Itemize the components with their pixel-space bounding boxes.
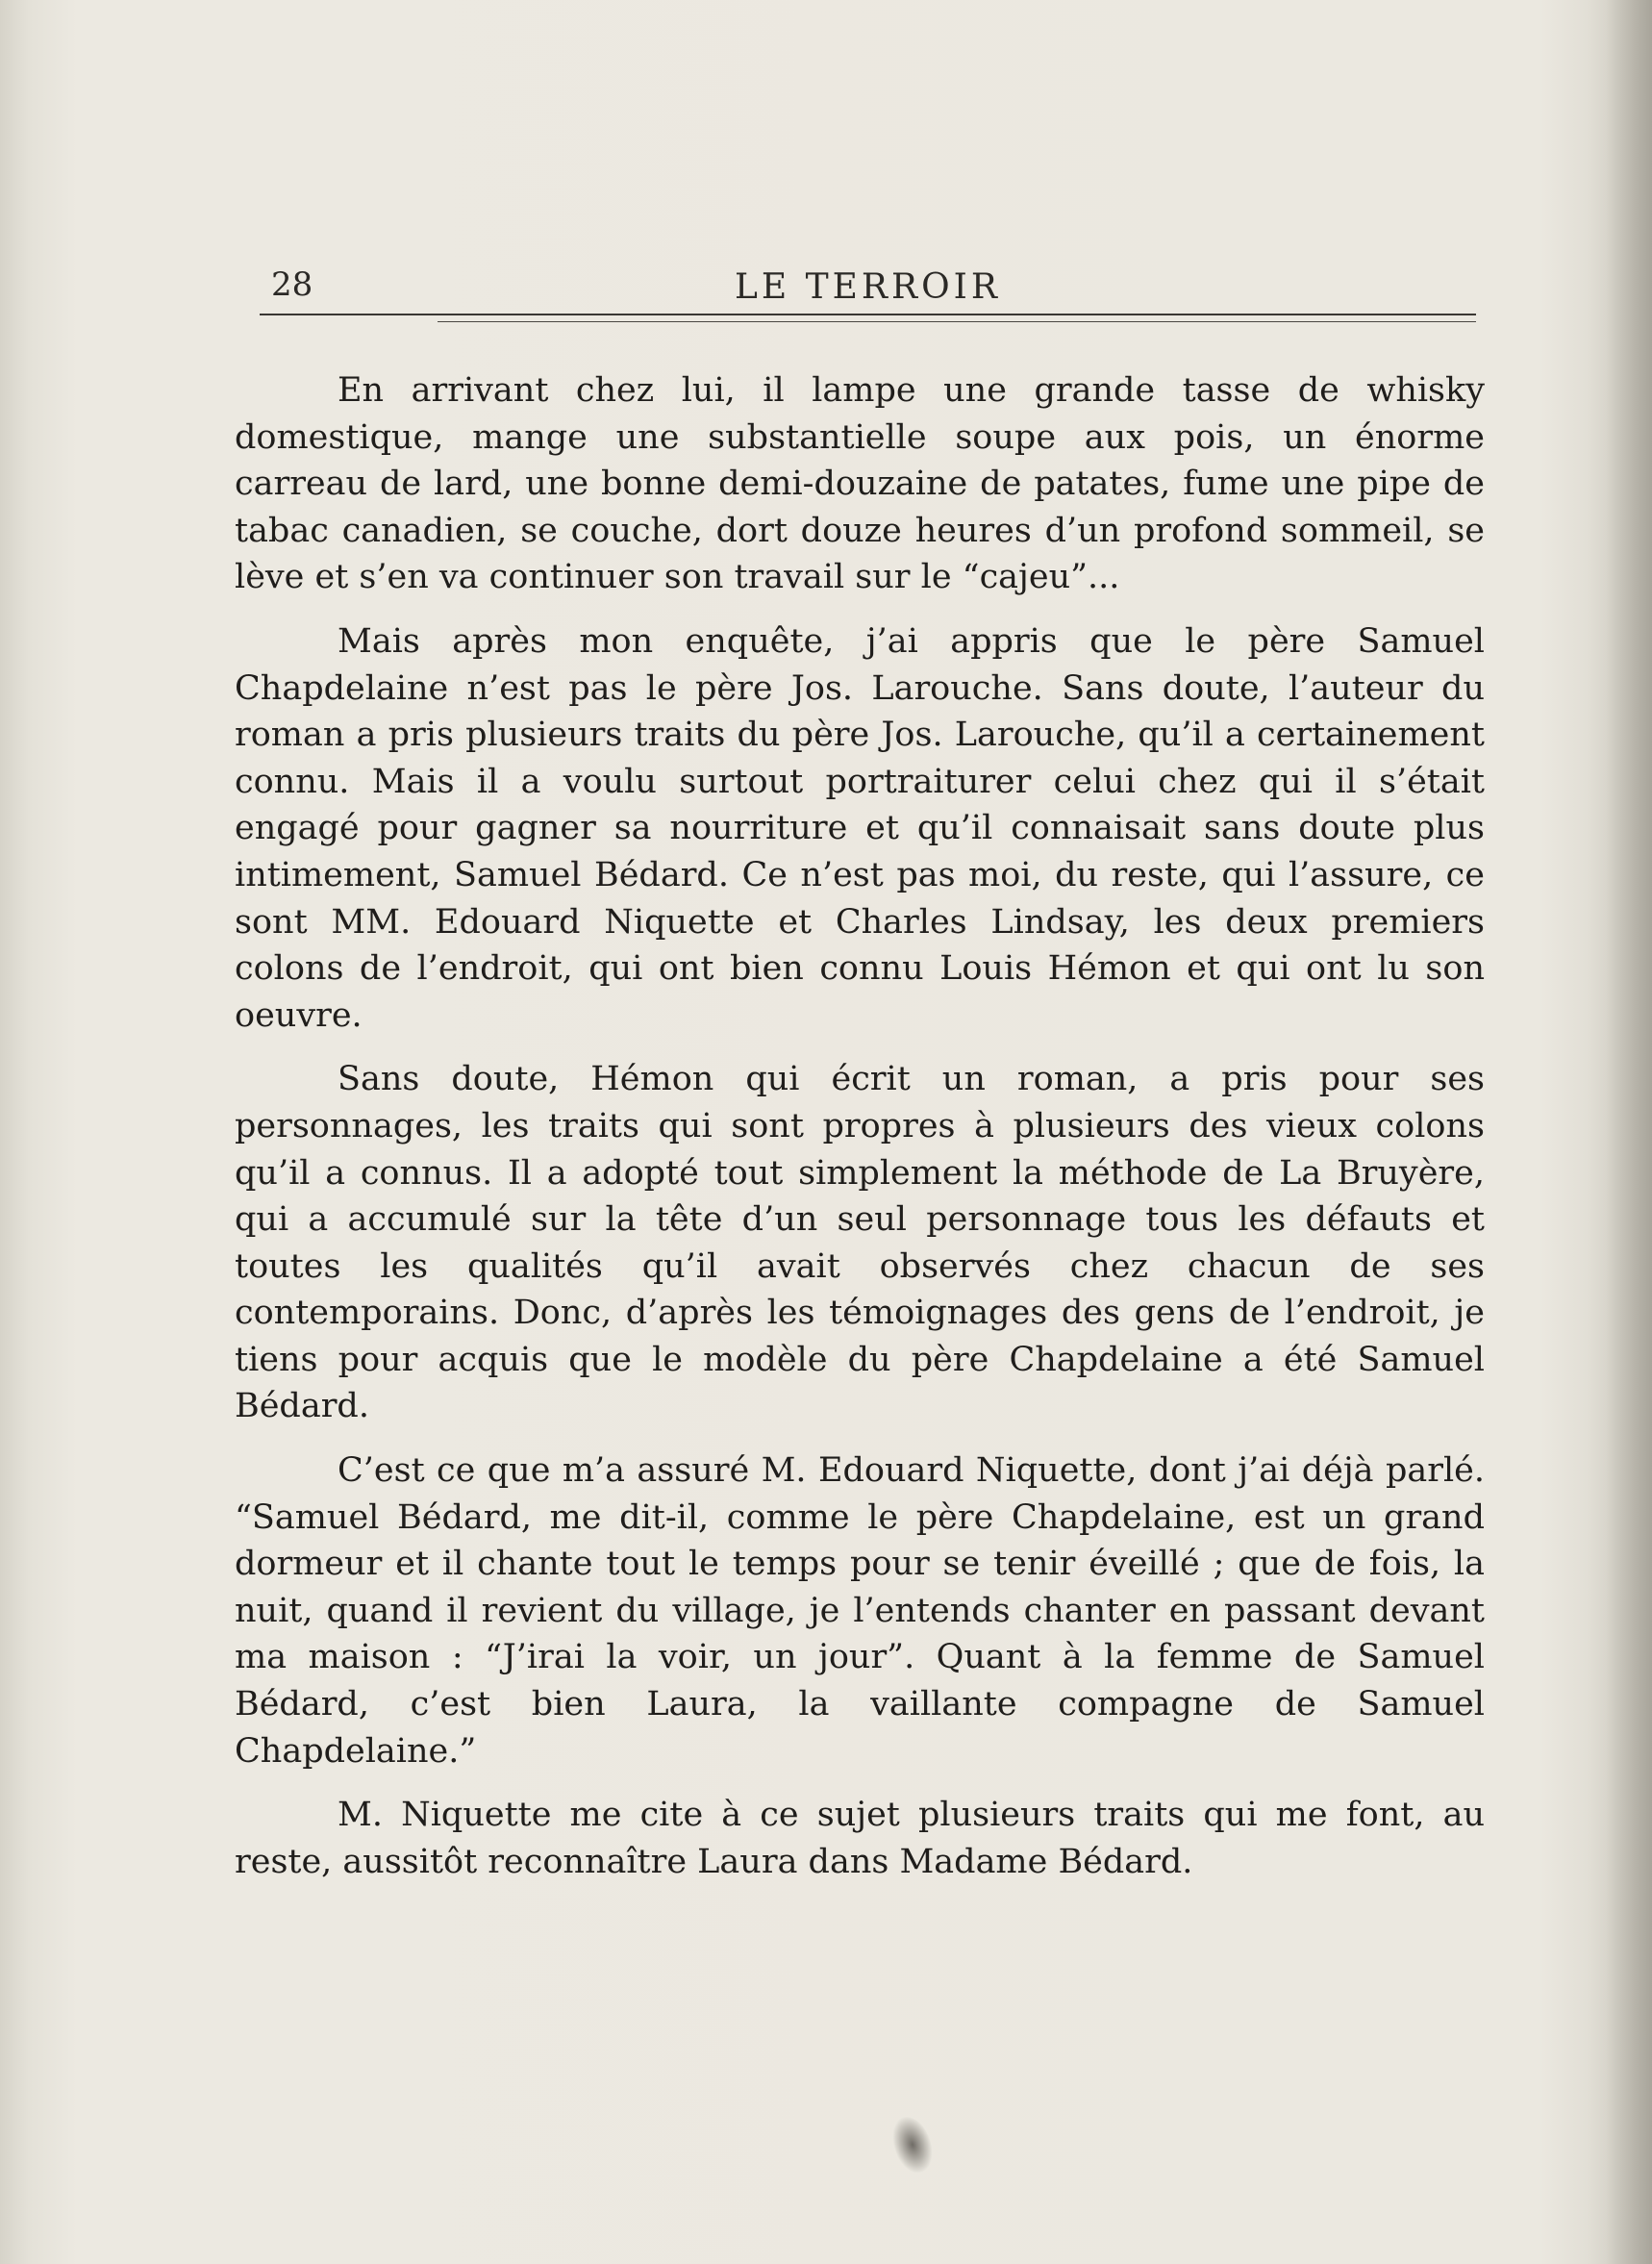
paragraph-2: Mais après mon enquête, j’ai appris que le père Samuel Chapdelaine n’est pas le père Jos. Larouche. Sans doute, l’auteur du roman a pris plusieurs traits du père Jos. Larouche, qu’il a certainement connu. Mais il a voulu surtout portraiturer celui chez qui il s’était engagé pour gagner sa nourriture et qu’il connaisait sans doute plus intimement, Samuel Bédard. Ce n’est pas moi, du reste, qui l’assure, ce sont MM. Edouard Niquette et Charles Lindsay, les deux premiers colons de l’endroit, qui ont bien connu Louis Hémon et qui ont lu son oeuvre. xyxy=(235,621,1485,1035)
paragraph-4: C’est ce que m’a assuré M. Edouard Niquette, dont j’ai déjà parlé. “Samuel Bédard, me dit-il, comme le père Chapdelaine, est un grand dormeur et il chante tout le temps pour se tenir éveillé ; que de fois, la nuit, quand il revient du village, je l’entends chanter en passant devant ma maison : “J’irai la voir, un jour”. Quant à la femme de Samuel Bédard, c’est bien Laura, la vaillante compagne de Samuel Chapdelaine.” xyxy=(235,1451,1485,1771)
paragraph-3: Sans doute, Hémon qui écrit un roman, a pris pour ses personnages, les traits qui sont propres à plusieurs des vieux colons qu’il a connus. Il a adopté tout simplement la méthode de La Bruyère, qui a accumulé sur la tête d’un seul personnage tous les défauts et toutes les qualités qu’il avait observés chez chacun de ses contemporains. Donc, d’après les témoignages des gens de l’endroit, je tiens pour acquis que le modèle du père Chapdelaine a été Samuel Bédard. xyxy=(235,1060,1485,1426)
paragraph-5: M. Niquette me cite à ce sujet plusieurs traits qui me font, au reste, aussitôt reconnaître Laura dans Madame Bédard. xyxy=(235,1796,1485,1881)
ink-smudge xyxy=(887,2112,939,2178)
header-rule-secondary xyxy=(438,321,1476,322)
running-title: LE TERROIR xyxy=(735,267,1001,307)
paragraph-1: En arrivant chez lui, il lampe une grande tasse de whisky domestique, mange une substantielle soupe aux pois, un énorme carreau de lard, une bonne demi-douzaine de patates, fume une pipe de tabac canadien, se couche, dort douze heures d’un profond sommeil, se lève et s’en va continuer son travail sur le “cajeu”... xyxy=(235,371,1485,597)
page-edge-shadow xyxy=(1606,0,1652,2264)
body-text xyxy=(235,367,1485,1885)
header-rule xyxy=(260,314,1476,315)
page-number: 28 xyxy=(271,265,313,304)
page-header xyxy=(260,260,1476,317)
